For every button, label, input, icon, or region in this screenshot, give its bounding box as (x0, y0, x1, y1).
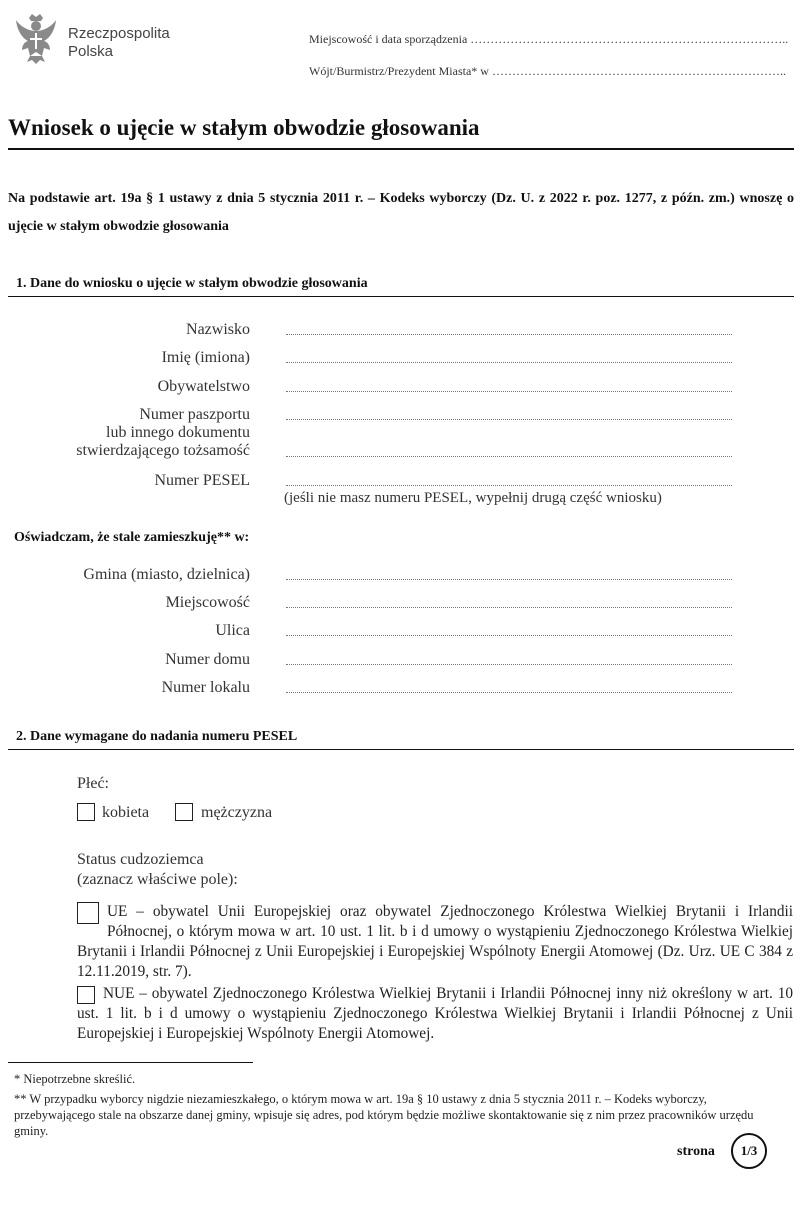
ue-option (77, 902, 793, 982)
male-checkbox[interactable] (175, 803, 193, 821)
intro-paragraph: Na podstawie art. 19a § 1 ustawy z dnia 5 stycznia 2011 r. – Kodeks wyborczy (Dz. U. z 2022 r. poz. 1277, z późn. zm.) wnoszę o ujęcie w stałym obwodzie głosowania (8, 191, 794, 234)
surname-field[interactable] (286, 334, 732, 335)
passport-field-line-1[interactable] (286, 419, 732, 420)
page-label: strona (677, 1144, 715, 1159)
place-date-line: Miejscowość i data sporządzenia …………………………………………………………………….. (309, 32, 789, 46)
citizenship-label: Obywatelstwo (157, 378, 250, 395)
citizenship-field[interactable] (286, 391, 732, 392)
pesel-field[interactable] (286, 485, 732, 486)
status-label-line-2: (zaznacz właściwe pole): (77, 871, 238, 888)
declaration-heading: Oświadczam, że stale zamieszkuję** w: (14, 530, 250, 545)
logo-text (68, 25, 170, 61)
eagle-emblem-icon (14, 12, 58, 64)
locality-field[interactable] (286, 607, 732, 608)
title-rule (8, 148, 794, 150)
page-number: 1/3 (740, 1143, 758, 1158)
pesel-note: (jeśli nie masz numeru PESEL, wypełnij drugą część wniosku) (284, 490, 662, 506)
section-2-heading: 2. Dane wymagane do nadania numeru PESEL (16, 729, 298, 744)
status-label (77, 850, 238, 890)
male-label: mężczyzna (201, 804, 273, 821)
section-1-rule (8, 296, 794, 297)
first-names-field[interactable] (286, 362, 732, 363)
commune-field[interactable] (286, 579, 732, 580)
female-label: kobieta (102, 804, 150, 821)
logo-line-1: Rzeczpospolita (68, 25, 170, 42)
ue-text: UE – obywatel Unii Europejskiej oraz obywatel Zjednoczonego Królestwa Wielkiej Brytanii i Irlandii Północnej, o którym mowa w art. 10 ust. 1 lit. b i d umowy o wystąpieniu Zjednoczonego Królestwa Wielkiej Brytanii i Irlandii Północnej z Unii Europejskiej i Europejskiej Wspólnoty Energii Atomowej (Dz. Urz. UE C 384 z 12.11.2019, str. 7). (77, 903, 793, 980)
official-line: Wójt/Burmistrz/Prezydent Miasta* w ……………………………………………………………….. (309, 64, 786, 78)
section-2-rule (8, 749, 794, 750)
apartment-number-field[interactable] (286, 692, 732, 693)
section-1-heading: 1. Dane do wniosku o ujęcie w stałym obwodzie głosowania (16, 276, 368, 291)
passport-label (20, 406, 250, 460)
sex-label: Płeć: (77, 775, 109, 792)
nue-option (77, 984, 793, 1044)
street-label: Ulica (215, 622, 250, 639)
passport-label-line-2: lub innego dokumentu (106, 424, 250, 441)
passport-field-line-2[interactable] (286, 456, 732, 457)
logo-line-2: Polska (68, 43, 114, 60)
pesel-label: Numer PESEL (154, 472, 250, 489)
first-names-label: Imię (imiona) (161, 349, 250, 366)
page-title: Wniosek o ujęcie w stałym obwodzie głosowania (8, 115, 480, 140)
ue-checkbox[interactable] (77, 902, 99, 924)
house-number-field[interactable] (286, 664, 732, 665)
page-number-badge (731, 1133, 767, 1169)
female-checkbox[interactable] (77, 803, 95, 821)
surname-label: Nazwisko (186, 321, 250, 338)
locality-label: Miejscowość (165, 594, 250, 611)
footnote-rule (8, 1062, 253, 1063)
footnote-1: * Niepotrzebne skreślić. (14, 1072, 136, 1086)
apartment-number-label: Numer lokalu (161, 679, 250, 696)
status-label-line-1: Status cudzoziemca (77, 851, 204, 868)
passport-label-line-1: Numer paszportu (139, 406, 250, 423)
nue-text: NUE – obywatel Zjednoczonego Królestwa Wielkiej Brytanii i Irlandii Północnej inny niż określony w art. 10 ust. 1 lit. b i d umowy o wystąpieniu Zjednoczonego Królestwa Wielkiej Brytanii i Irlandii Północnej z Unii Europejskiej i Europejskiej Wspólnoty Energii Atomowej. (77, 985, 793, 1042)
house-number-label: Numer domu (165, 651, 250, 668)
passport-label-line-3: stwierdzającego tożsamość (76, 442, 250, 459)
nue-checkbox[interactable] (77, 986, 95, 1004)
commune-label: Gmina (miasto, dzielnica) (83, 566, 250, 583)
street-field[interactable] (286, 635, 732, 636)
footnote-2: ** W przypadku wyborcy nigdzie niezamieszkałego, o którym mowa w art. 19a § 10 ustawy z dnia 5 stycznia 2011 r. – Kodeks wyborczy, przebywającego stale na obszarze danej gminy, wpisuje się adres, pod którym będzie możliwe skontaktowanie się z nim przez pracowników urzędu gminy. (14, 1092, 754, 1138)
